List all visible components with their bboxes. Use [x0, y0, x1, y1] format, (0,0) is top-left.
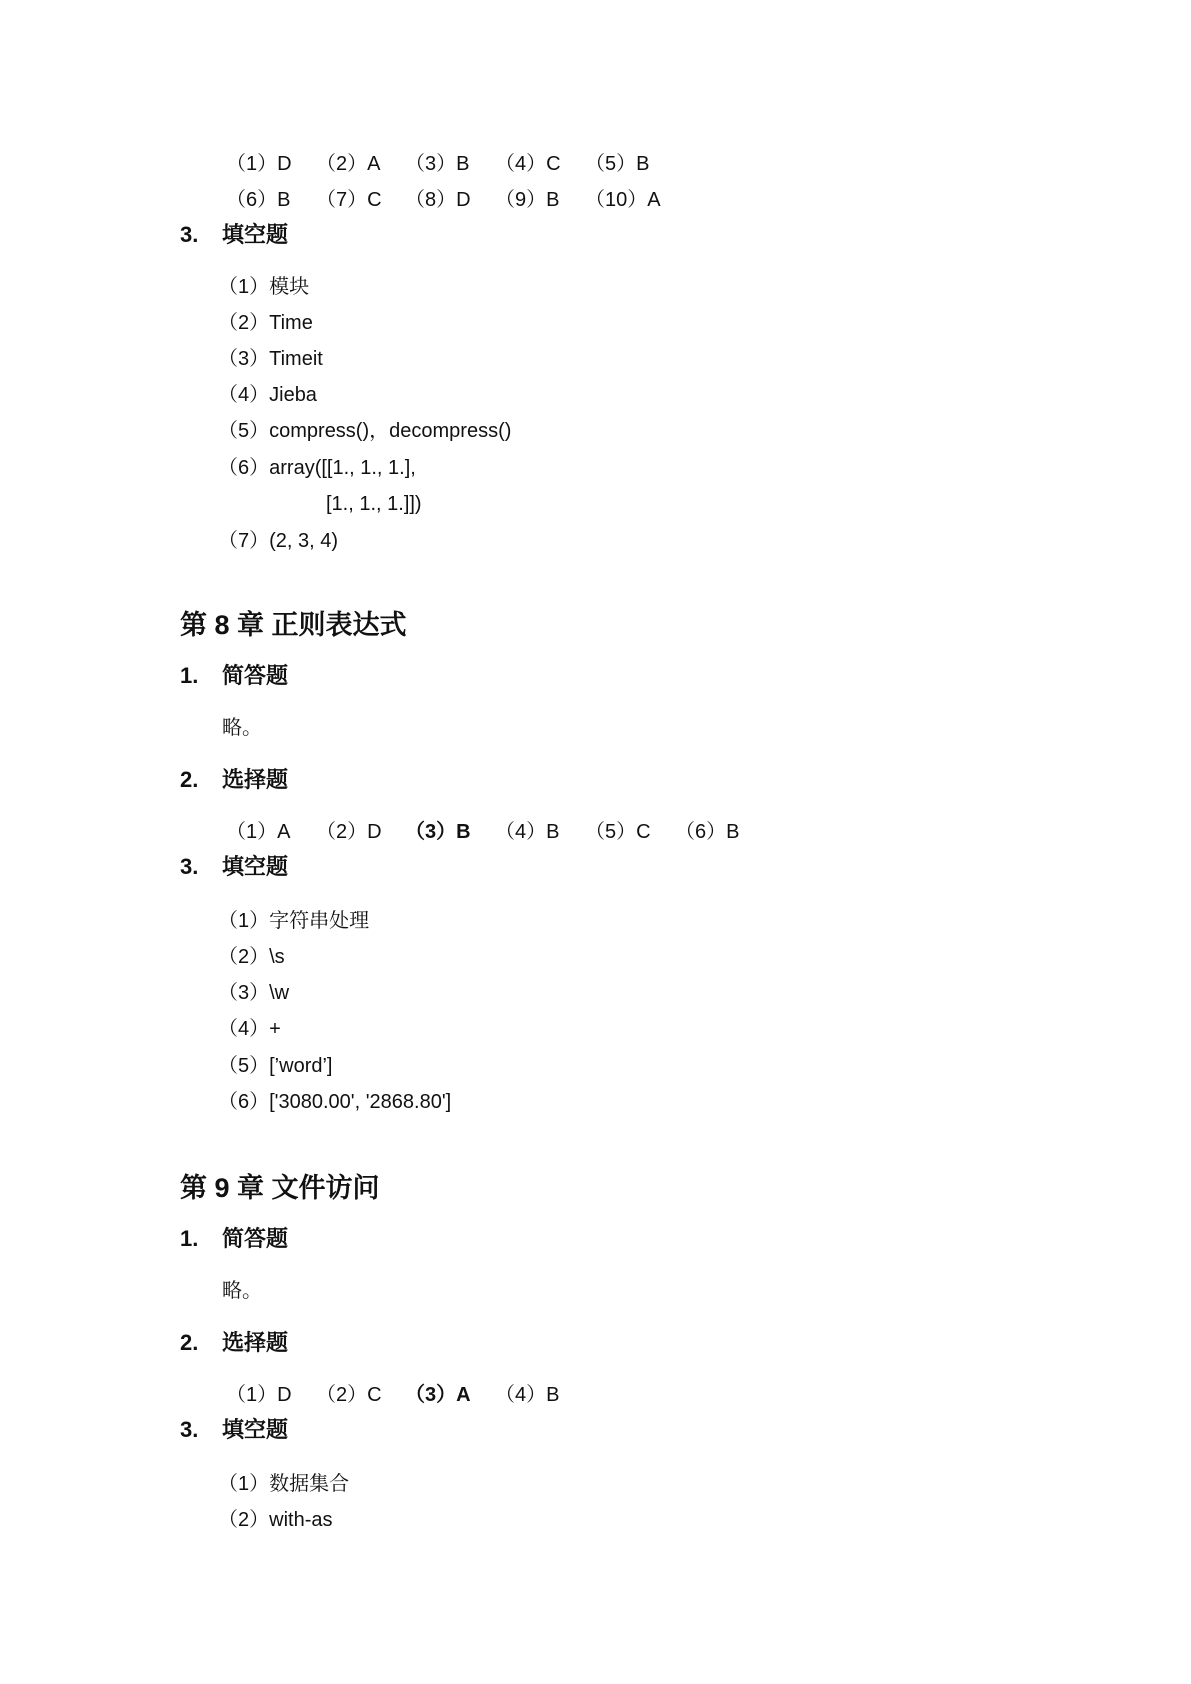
choice-answer: （3）A	[405, 1384, 471, 1406]
choice-answer: （10）A	[585, 189, 661, 211]
fill-answer-continuation: [1., 1., 1.]])	[326, 493, 422, 515]
fill-answer: （5）compress()，decompress()	[218, 420, 512, 442]
section-title: 填空题	[222, 222, 289, 247]
section-heading	[180, 1224, 288, 1254]
choice-answer: （2）C	[316, 1384, 382, 1406]
section-heading	[180, 1328, 288, 1358]
choice-answer: （1）A	[226, 821, 291, 843]
fill-answer: （1）模块	[218, 276, 310, 298]
fill-answer: （5）[’word’]	[218, 1055, 333, 1077]
chapter-title: 第 8 章 正则表达式	[180, 610, 407, 640]
section-number: 3.	[180, 1417, 199, 1442]
section-title: 选择题	[222, 767, 289, 792]
fill-answer: （3）\w	[218, 982, 290, 1004]
fill-answer: （4）Jieba	[218, 384, 317, 406]
section-heading	[180, 1415, 288, 1445]
choice-answer: （7）C	[316, 189, 382, 211]
section-title: 选择题	[222, 1330, 289, 1355]
choice-answer: （5）B	[585, 153, 650, 175]
choice-answer: （1）D	[226, 153, 292, 175]
section-heading	[180, 661, 288, 691]
choice-answer: （3）B	[405, 153, 470, 175]
choice-answer: （4）B	[495, 1384, 560, 1406]
fill-answer: （6）array([[1., 1., 1.],	[218, 457, 416, 479]
section-title: 简答题	[222, 663, 289, 688]
section-number: 1.	[180, 1226, 199, 1251]
choice-answer: （2）D	[316, 821, 382, 843]
short-answer-text: 略。	[222, 717, 262, 739]
choice-answer: （1）D	[226, 1384, 292, 1406]
short-answer-text: 略。	[222, 1280, 262, 1302]
section-title: 填空题	[222, 1417, 289, 1442]
fill-answer: （2）Time	[218, 312, 313, 334]
section-heading	[180, 220, 288, 250]
choice-answer: （5）C	[585, 821, 651, 843]
section-heading	[180, 765, 288, 795]
section-number: 2.	[180, 767, 199, 792]
fill-answer: （1）字符串处理	[218, 910, 370, 932]
choice-answer: （6）B	[226, 189, 291, 211]
section-number: 3.	[180, 854, 199, 879]
section-number: 2.	[180, 1330, 199, 1355]
fill-answer: （2）with-as	[218, 1509, 333, 1531]
choice-answer: （6）B	[675, 821, 740, 843]
choice-answer: （4）C	[495, 153, 561, 175]
fill-answer: （1）数据集合	[218, 1473, 350, 1495]
fill-answer: （7）(2, 3, 4)	[218, 530, 339, 552]
section-number: 1.	[180, 663, 199, 688]
section-heading	[180, 852, 288, 882]
choice-answer: （4）B	[495, 821, 560, 843]
choice-answer: （9）B	[495, 189, 560, 211]
fill-answer: （3）Timeit	[218, 348, 323, 370]
chapter-title: 第 9 章 文件访问	[180, 1173, 380, 1203]
choice-answer: （8）D	[405, 189, 471, 211]
choice-answer: （2）A	[316, 153, 381, 175]
section-title: 填空题	[222, 854, 289, 879]
choice-answer: （3）B	[405, 821, 471, 843]
section-title: 简答题	[222, 1226, 289, 1251]
fill-answer: （4）+	[218, 1018, 281, 1040]
section-number: 3.	[180, 222, 199, 247]
fill-answer: （6）['3080.00', '2868.80']	[218, 1091, 452, 1113]
fill-answer: （2）\s	[218, 946, 285, 968]
